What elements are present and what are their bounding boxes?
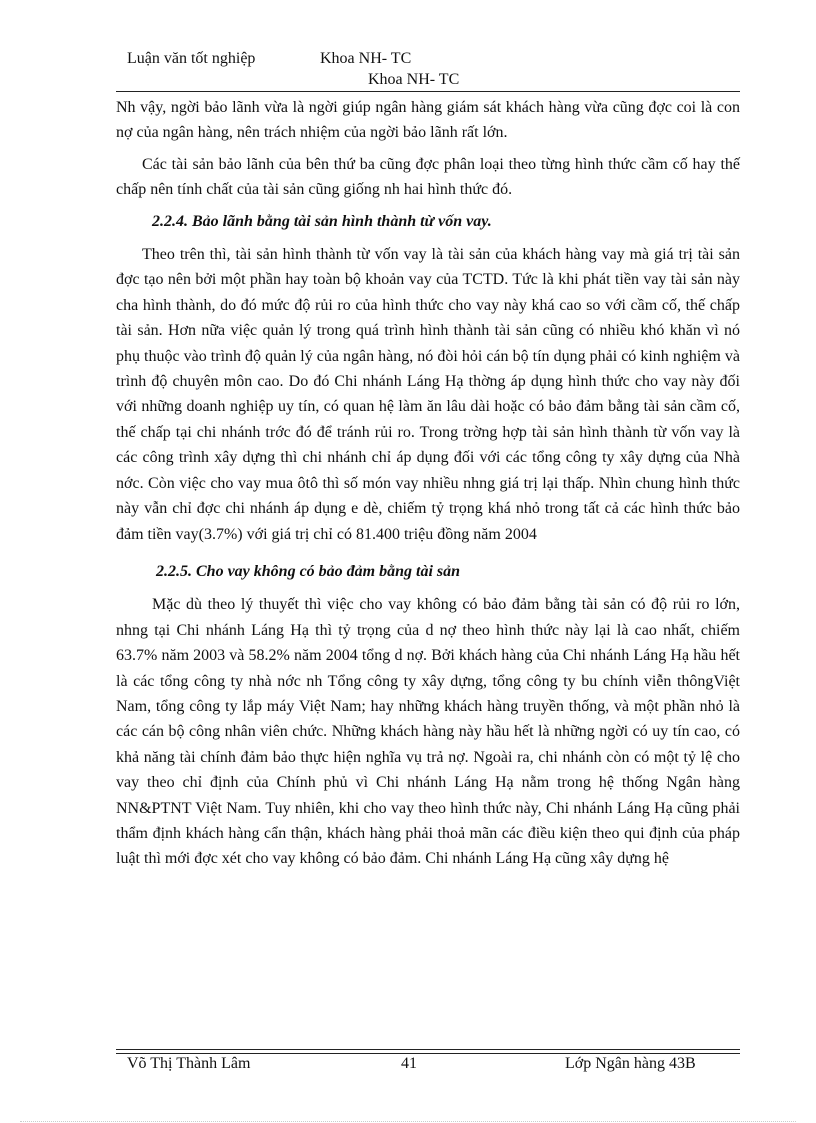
footer-class: Lớp Ngân hàng 43B bbox=[565, 1055, 696, 1072]
header-faculty-label: Khoa NH- TC bbox=[320, 50, 412, 67]
paragraph: Các tài sản bảo lãnh của bên thứ ba cũng đợc phân loại theo từng hình thức cầm cố hay thế chấp nên tính chất của tài sản cũng giống nh hai hình thức đó. bbox=[116, 155, 740, 199]
paragraph: Theo trên thì, tài sản hình thành từ vốn vay là tài sản của khách hàng vay mà giá trị tài sản đợc tạo nên bởi một phần hay toàn bộ khoản vay của TCTD. Tức là khi phát tiền vay tài sản này cha hình thành, do đó mức độ rủi ro của hình thức cho vay này khá cao so với cầm cố, thế chấp tài sản. Hơn nữa việc quản lý trong quá trình hình thành tài sản cũng có nhiều khó khăn vì nó phụ thuộc vào trình độ quản lý của ngân hàng, nó đòi hỏi cán bộ tín dụng phải có kinh nghiệm và trình độ chuyên môn cao. Do đó Chi nhánh Láng Hạ thờng áp dụng hình thức cho vay này đối với những doanh nghiệp uy tín, có quan hệ làm ăn lâu dài hoặc có bảo đảm bằng tài sản cầm cố, thế chấp tại chi nhánh trớc đó để tránh rủi ro. Trong trờng hợp tài sản hình thành từ vốn vay là các công trình xây dựng thì chi nhánh chỉ áp dụng đối với các tổng công ty xây dựng của Nhà nớc. Còn việc cho vay mua ôtô thì số món vay nhiều nhng giá trị lại thấp. Nhìn chung hình thức này vẫn chỉ đợc chi nhánh áp dụng e dè, chiếm tỷ trọng khá nhỏ trong tất cả các hình thức bảo đảm tiền vay(3.7%) với giá trị chỉ có 81.400 triệu đồng năm 2004 bbox=[116, 246, 740, 543]
header-faculty-label-repeat: Khoa NH- TC bbox=[368, 71, 460, 88]
section-heading-2-2-4: 2.2.4. Bảo lãnh bằng tài sản hình thành từ vốn vay. bbox=[152, 212, 492, 230]
section-heading-2-2-5: 2.2.5. Cho vay không có bảo đảm bằng tài sản bbox=[156, 562, 461, 580]
footer-rule-top bbox=[116, 1049, 740, 1050]
page-number: 41 bbox=[401, 1055, 417, 1072]
paragraph: Nh vậy, ngời bảo lãnh vừa là ngời giúp ngân hàng giám sát khách hàng vừa cũng đợc coi là con nợ của ngân hàng, nên trách nhiệm của ngời bảo lãnh rất lớn. bbox=[116, 99, 740, 142]
page-edge-divider bbox=[20, 1121, 796, 1122]
header-rule bbox=[116, 91, 740, 92]
paragraph: Mặc dù theo lý thuyết thì việc cho vay không có bảo đảm bằng tài sản có độ rủi ro lớn, nhng tại Chi nhánh Láng Hạ thì tỷ trọng của d nợ theo hình thức này lại là cao nhất, chiếm 63.7% năm 2003 và 58.2% năm 2004 tổng d nợ. Bởi khách hàng của Chi nhánh Láng Hạ hầu hết là các tổng công ty nhà nớc nh Tổng công ty xây dựng, tổng công ty bu chính viễn thôngViệt Nam, tổng công ty lắp máy Việt Nam; hay những khách hàng truyền thống, và một phần nhỏ là các cán bộ công nhân viên chức. Những khách hàng này hầu hết là những ngời có uy tín cao, có khả năng tài chính đảm bảo thực hiện nghĩa vụ trả nợ. Ngoài ra, chi nhánh còn có một tỷ lệ cho vay theo chỉ định của Chính phủ vì Chi nhánh Láng Hạ nằm trong hệ thống Ngân hàng NN&PTNT Việt Nam. Tuy nhiên, khi cho vay theo hình thức này, Chi nhánh Láng Hạ cũng phải thẩm định khách hàng cẩn thận, khách hàng phải thoả mãn các điều kiện theo qui định của pháp luật thì mới đợc xét cho vay không có bảo đảm. Chi nhánh Láng Hạ cũng xây dựng hệ bbox=[116, 596, 740, 868]
footer-author: Võ Thị Thành Lâm bbox=[127, 1055, 251, 1072]
header-thesis-label: Luận văn tốt nghiệp bbox=[127, 50, 256, 67]
footer-rule-bottom bbox=[116, 1053, 740, 1054]
document-body bbox=[116, 95, 740, 872]
